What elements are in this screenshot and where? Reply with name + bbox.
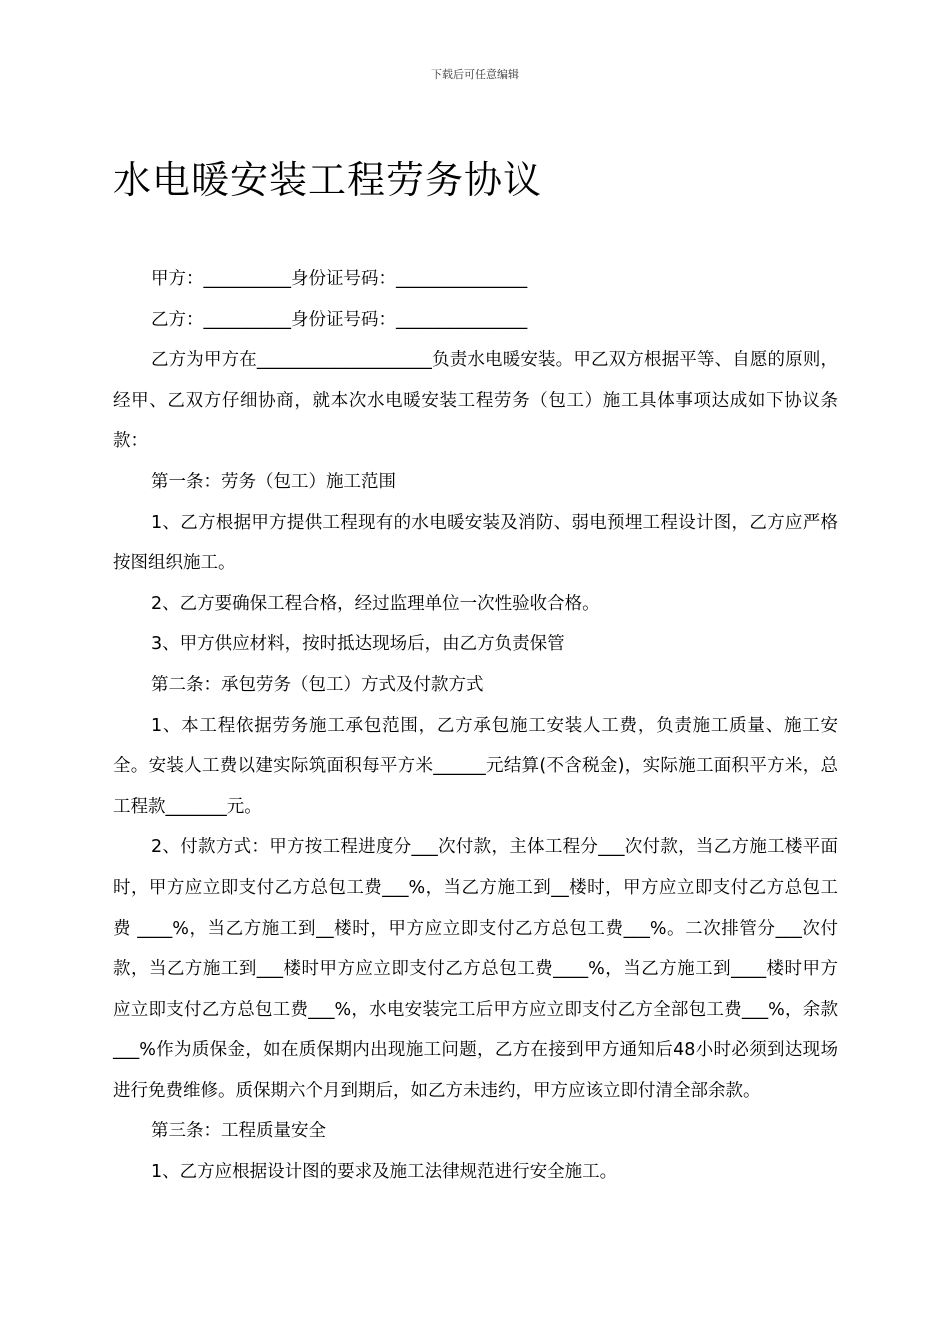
article-3-heading: 第三条：工程质量安全 (151, 1121, 326, 1142)
article-2-clause-1: 1、本工程依据劳务施工承包范围，乙方承包施工安装人工费，负责施工质量、施工安全。安装人工费以建实际筑面积每平方米______元结算(不含税金)，实际施工面积平方米，总工程款_______元。 (113, 715, 838, 817)
header-note: 下载后可任意编辑 (431, 68, 519, 81)
article-2-clause-2: 2、付款方式：甲方按工程进度分___次付款，主体工程分___次付款，当乙方施工楼平面时，甲方应立即支付乙方总包工费___%，当乙方施工到__楼时，甲方应立即支付乙方总包工费 ____%，当乙方施工到__楼时，甲方应立即支付乙方总包工费___%。二次排管分___次付款，当乙方施工到___楼时甲方应立即支付乙方总包工费____%，当乙方施工到____楼时甲方应立即支付乙方总包工费___%，水电安装完工后甲方应立即支付乙方全部包工费___%，余款___%作为质保金，如在质保期内出现施工问题，乙方在接到甲方通知后48小时必须到达现场进行免费维修。质保期六个月到期后，如乙方未违约，甲方应该立即付清全部余款。 (113, 837, 838, 1101)
article-2-heading: 第二条：承包劳务（包工）方式及付款方式 (151, 674, 484, 695)
document-title: 水电暖安装工程劳务协议 (113, 158, 543, 202)
article-1-heading: 第一条：劳务（包工）施工范围 (151, 471, 396, 492)
party-b-line: 乙方：__________身份证号码：_______________ (151, 309, 528, 330)
article-1-clause-2: 2、乙方要确保工程合格，经过监理单位一次性验收合格。 (151, 593, 600, 614)
party-a-line: 甲方：__________身份证号码：_______________ (151, 269, 528, 289)
article-3-clause-1: 1、乙方应根据设计图的要求及施工法律规范进行安全施工。 (151, 1162, 618, 1183)
intro-paragraph: 乙方为甲方在____________________负责水电暖安装。甲乙双方根据平等、自愿的原则，经甲、乙双方仔细协商，就本次水电暖安装工程劳务（包工）施工具体事项达成如下协议条款： (113, 350, 838, 452)
article-1-clause-1: 1、乙方根据甲方提供工程现有的水电暖安装及消防、弱电预埋工程设计图，乙方应严格按图组织施工。 (113, 512, 838, 574)
document-body (113, 259, 838, 1193)
article-1-clause-3: 3、甲方供应材料，按时抵达现场后，由乙方负责保管 (151, 634, 565, 655)
